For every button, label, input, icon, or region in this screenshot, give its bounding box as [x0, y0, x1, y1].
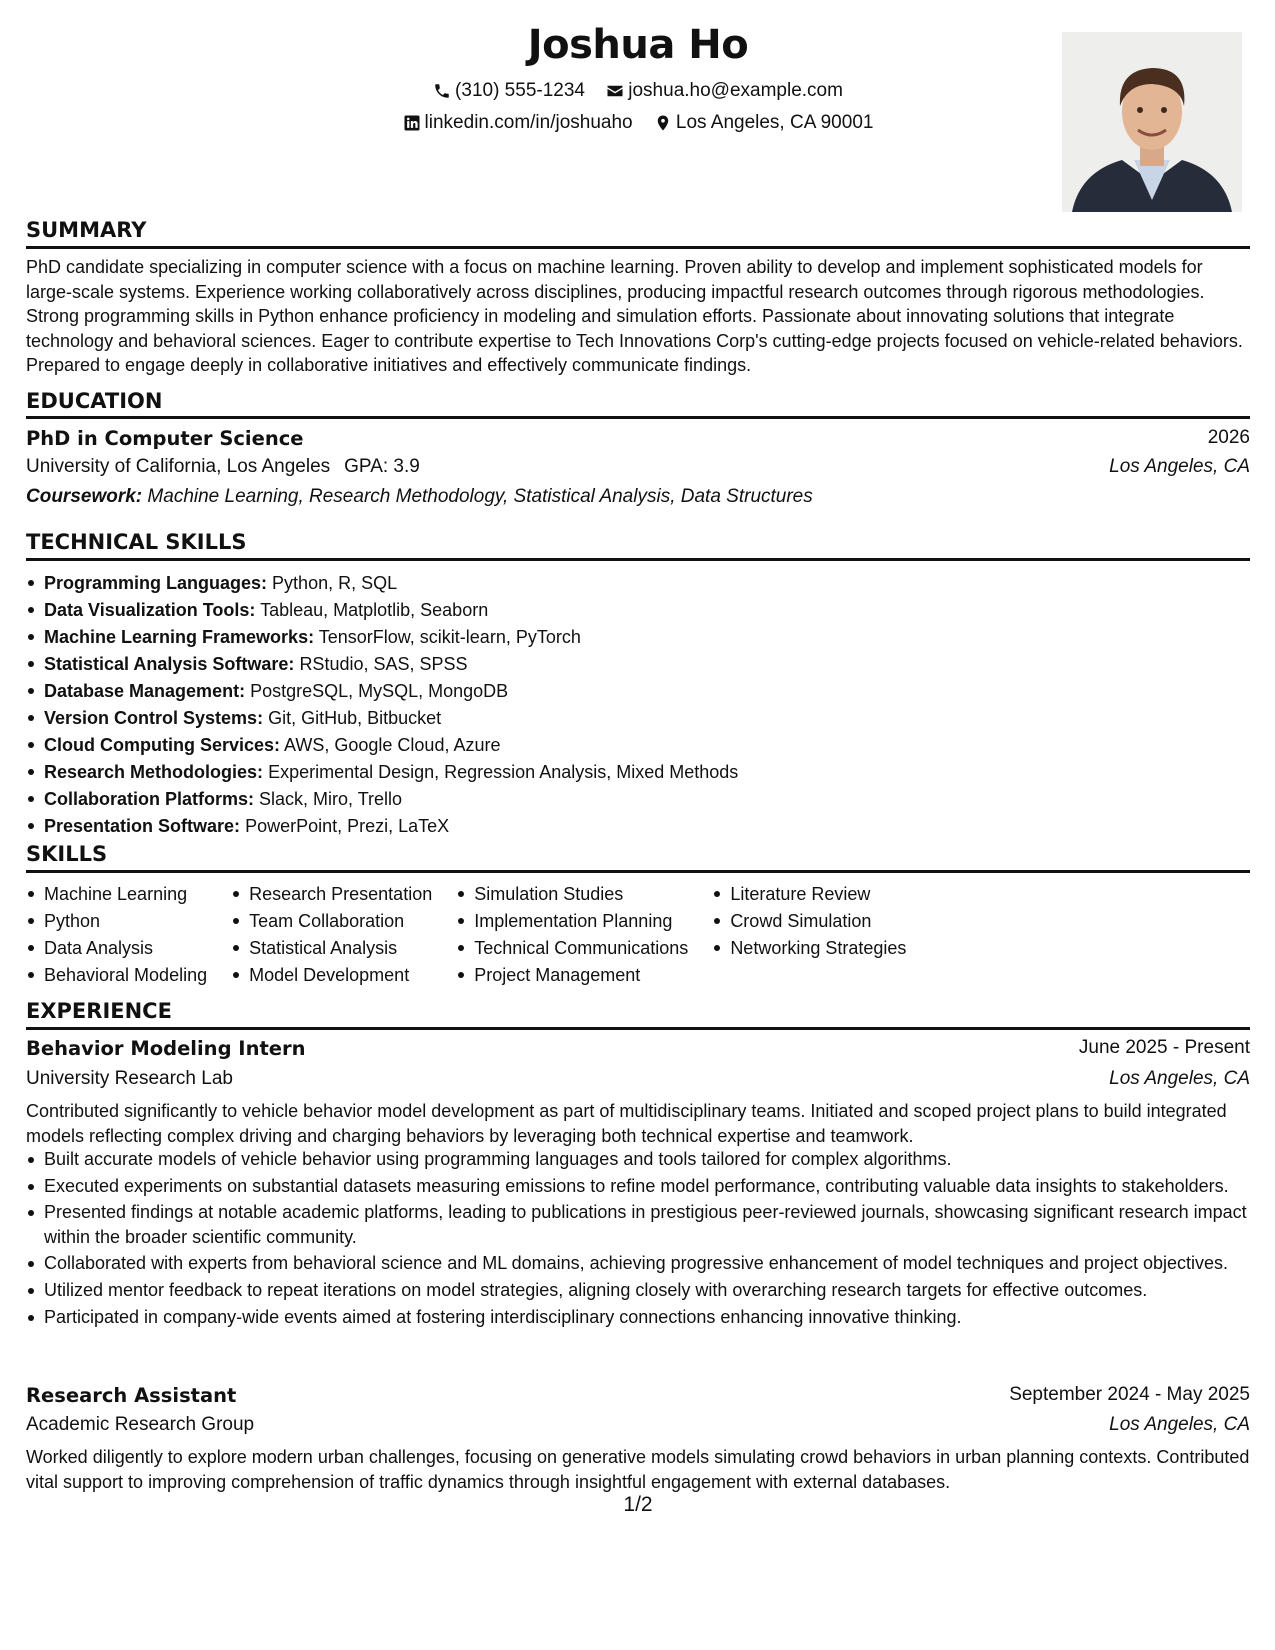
coursework-row — [26, 486, 1250, 508]
job-summary: Contributed significantly to vehicle behavior model development as part of multidisciplinary teams. Initiated and scoped project plans to build integrated models reflecting complex driving and charging behaviors by leveraging both technical expertise and teamwork. — [26, 1101, 1227, 1146]
skill-item: Simulation Studies — [456, 881, 688, 908]
job-summary: Worked diligently to explore modern urban challenges, focusing on generative models simulating crowd behaviors in urban planning contexts. Contributed vital support to improving comprehension of traffic dynamics through insightful engagement with external databases. — [26, 1447, 1250, 1492]
job-location: Los Angeles, CA — [1109, 1068, 1250, 1089]
job-title: Research Assistant — [26, 1384, 237, 1407]
tech-skill-item — [26, 597, 1250, 624]
profile-photo — [1062, 32, 1242, 212]
graduation-year: 2026 — [1207, 427, 1250, 448]
tech-skill-label: Statistical Analysis Software: — [44, 654, 295, 674]
skills-column — [712, 881, 906, 989]
page-number: 1/2 — [623, 1493, 653, 1516]
tech-skill-value: Tableau, Matplotlib, Seaborn — [260, 600, 489, 620]
job-header — [26, 1384, 1250, 1407]
tech-skill-item — [26, 651, 1250, 678]
job-bullet: Presented findings at notable academic platforms, leading to publications in prestigious peer-reviewed journals, showcasing significant research impact within the broader scientific community. — [26, 1200, 1250, 1249]
skill-item: Team Collaboration — [231, 908, 432, 935]
tech-skill-value: AWS, Google Cloud, Azure — [284, 735, 501, 755]
skill-item: Model Development — [231, 962, 432, 989]
linkedin-icon — [403, 114, 421, 132]
tech-skill-item — [26, 570, 1250, 597]
section-divider — [26, 246, 1250, 249]
degree: PhD in Computer Science — [26, 427, 304, 450]
linkedin-contact[interactable] — [403, 112, 633, 134]
tech-skill-item — [26, 732, 1250, 759]
tech-skill-item — [26, 624, 1250, 651]
section-divider — [26, 558, 1250, 561]
tech-skill-item — [26, 759, 1250, 786]
job-dates: June 2025 - Present — [1078, 1037, 1250, 1058]
tech-skill-label: Machine Learning Frameworks: — [44, 627, 315, 647]
location-contact — [654, 112, 874, 134]
job-bullet: Collaborated with experts from behavioral science and ML domains, achieving progressive enhancement of model techniques and project objectives. — [26, 1251, 1250, 1276]
tech-skill-value: Experimental Design, Regression Analysis, Mixed Methods — [268, 762, 739, 782]
email-text: joshua.ho@example.com — [628, 80, 843, 101]
tech-skill-value: Slack, Miro, Trello — [259, 789, 403, 809]
skill-item: Research Presentation — [231, 881, 432, 908]
job-org: Academic Research Group — [26, 1414, 255, 1435]
job-org-row — [26, 1414, 1250, 1436]
linkedin-text: linkedin.com/in/joshuaho — [424, 112, 633, 133]
skill-item: Implementation Planning — [456, 908, 688, 935]
location-text: Los Angeles, CA 90001 — [675, 112, 874, 133]
phone-text: (310) 555-1234 — [455, 80, 585, 101]
skill-item: Python — [26, 908, 207, 935]
job-header — [26, 1037, 1250, 1060]
tech-skill-item — [26, 678, 1250, 705]
section-divider — [26, 416, 1250, 419]
tech-skill-value: PostgreSQL, MySQL, MongoDB — [250, 681, 509, 701]
tech-skill-item — [26, 813, 1250, 840]
coursework-list: Machine Learning, Research Methodology, Statistical Analysis, Data Structures — [147, 486, 813, 507]
summary-heading: SUMMARY — [26, 218, 147, 242]
summary-text: PhD candidate specializing in computer science with a focus on machine learning. Proven ability to develop and implement sophisticated models for large-scale systems. Experience working collaboratively across disciplines, producing impactful research outcomes through rigorous methodologies. Strong programming skills in Python enhance proficiency in modeling and simulation efforts. Passionate about innovating solutions that integrate technology and behavioral sciences. Eager to contribute expertise to Tech Innovations Corp's cutting-edge projects focused on vehicle-related behaviors. Prepared to engage deeply in collaborative initiatives and effectively communicate findings. — [26, 257, 1243, 376]
envelope-icon — [606, 82, 624, 100]
skill-item: Literature Review — [712, 881, 906, 908]
phone-icon — [433, 82, 451, 100]
education-row-1 — [26, 427, 1250, 450]
job-location: Los Angeles, CA — [1109, 1414, 1250, 1435]
tech-skill-value: TensorFlow, scikit-learn, PyTorch — [318, 627, 581, 647]
phone-contact[interactable] — [433, 80, 585, 102]
resume-page — [26, 0, 1250, 1650]
skills-column — [456, 881, 688, 989]
job-bullets — [26, 1147, 1250, 1331]
tech-skill-label: Database Management: — [44, 681, 246, 701]
job-org-row — [26, 1068, 1250, 1090]
tech-skill-label: Presentation Software: — [44, 816, 241, 836]
skills-heading: SKILLS — [26, 842, 108, 866]
school-location: Los Angeles, CA — [1109, 456, 1250, 477]
skills-grid — [26, 881, 930, 989]
tech-skill-item — [26, 786, 1250, 813]
experience-heading: EXPERIENCE — [26, 999, 172, 1023]
skill-item: Technical Communications — [456, 935, 688, 962]
job-bullet: Built accurate models of vehicle behavior using programming languages and tools tailored for complex algorithms. — [26, 1147, 1250, 1172]
tech-skill-label: Collaboration Platforms: — [44, 789, 255, 809]
tech-skill-label: Research Methodologies: — [44, 762, 264, 782]
skill-item: Machine Learning — [26, 881, 207, 908]
tech-skill-label: Cloud Computing Services: — [44, 735, 281, 755]
job-bullet: Utilized mentor feedback to repeat iterations on model strategies, aligning closely with overarching research targets for effective outcomes. — [26, 1278, 1250, 1303]
tech-skill-value: Git, GitHub, Bitbucket — [268, 708, 442, 728]
tech-skill-value: RStudio, SAS, SPSS — [299, 654, 468, 674]
education-row-2 — [26, 456, 1250, 478]
gpa: GPA: 3.9 — [344, 456, 420, 477]
skill-item: Crowd Simulation — [712, 908, 906, 935]
job-dates: September 2024 - May 2025 — [1009, 1384, 1250, 1405]
job-org: University Research Lab — [26, 1068, 233, 1089]
tech-skill-item — [26, 705, 1250, 732]
job-bullet: Participated in company-wide events aimed at fostering interdisciplinary connections enhancing innovative thinking. — [26, 1305, 1250, 1330]
candidate-name: Joshua Ho — [527, 22, 749, 68]
skill-item: Behavioral Modeling — [26, 962, 207, 989]
school-name: University of California, Los Angeles — [26, 456, 331, 477]
skill-item: Networking Strategies — [712, 935, 906, 962]
technical-skills-heading: TECHNICAL SKILLS — [26, 530, 247, 554]
tech-skill-label: Version Control Systems: — [44, 708, 264, 728]
skill-item: Data Analysis — [26, 935, 207, 962]
section-divider — [26, 870, 1250, 873]
job-title: Behavior Modeling Intern — [26, 1037, 306, 1060]
email-contact[interactable] — [606, 80, 843, 102]
tech-skill-value: PowerPoint, Prezi, LaTeX — [245, 816, 450, 836]
skills-column — [231, 881, 432, 989]
job-bullet: Executed experiments on substantial datasets measuring emissions to refine model performance, contributing valuable data insights to stakeholders. — [26, 1174, 1250, 1199]
coursework-label: Coursework: — [26, 486, 143, 507]
section-divider — [26, 1027, 1250, 1030]
skill-item: Project Management — [456, 962, 688, 989]
tech-skill-label: Programming Languages: — [44, 573, 268, 593]
map-pin-icon — [654, 114, 672, 132]
skill-item: Statistical Analysis — [231, 935, 432, 962]
tech-skill-label: Data Visualization Tools: — [44, 600, 256, 620]
tech-skill-value: Python, R, SQL — [272, 573, 398, 593]
education-heading: EDUCATION — [26, 389, 163, 413]
skills-column — [26, 881, 207, 989]
technical-skills-list — [26, 570, 1250, 840]
